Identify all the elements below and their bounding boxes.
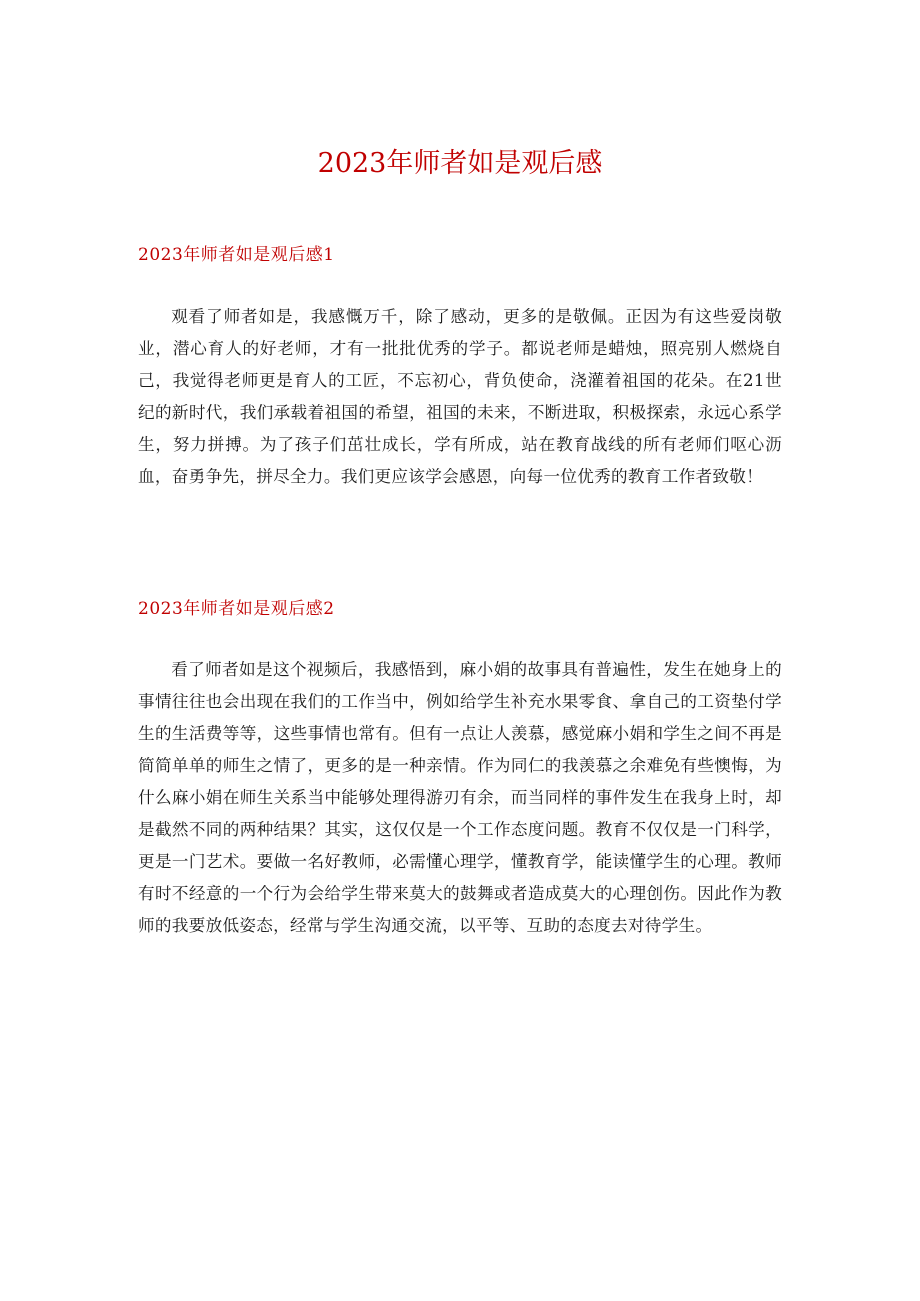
document-title: 2023年师者如是观后感 [317, 148, 603, 179]
section-paragraph-2: 看了师者如是这个视频后，我感悟到，麻小娟的故事具有普遍性，发生在她身上的事情往往也会出现在我们的工作当中，例如给学生补充水果零食、拿自己的工资垫付学生的生活费等等，这些事情也常有。但有一点让人羡慕，感觉麻小娟和学生之间不再是简简单单的师生之情了，更多的是一种亲情。作为同仁的我羡慕之余难免有些懊悔，为什么麻小娟在师生关系当中能够处理得游刃有余，而当同样的事件发生在我身上时，却是截然不同的两种结果？其实，这仅仅是一个工作态度问题。教育不仅仅是一门科学，更是一门艺术。要做一名好教师，必需懂心理学，懂教育学，能读懂学生的心理。教师有时不经意的一个行为会给学生带来莫大的鼓舞或者造成莫大的心理创伤。因此作为教师的我要放低姿态，经常与学生沟通交流，以平等、互助的态度去对待学生。 [138, 660, 782, 935]
section-paragraph-1: 观看了师者如是，我感慨万千，除了感动，更多的是敬佩。正因为有这些爱岗敬业，潜心育人的好老师，才有一批批优秀的学子。都说老师是蜡烛，照亮别人燃烧自己，我觉得老师更是育人的工匠，不忘初心，背负使命，浇灌着祖国的花朵。在21世纪的新时代，我们承载着祖国的希望，祖国的未来，不断进取，积极探索，永远心系学生，努力拼搏。为了孩子们茁壮成长，学有所成，站在教育战线的所有老师们呕心沥血，奋勇争先，拼尽全力。我们更应该学会感恩，向每一位优秀的教育工作者致敬！ [138, 307, 782, 486]
section-heading-2: 2023年师者如是观后感2 [138, 599, 335, 619]
section-heading-1: 2023年师者如是观后感1 [138, 245, 335, 265]
